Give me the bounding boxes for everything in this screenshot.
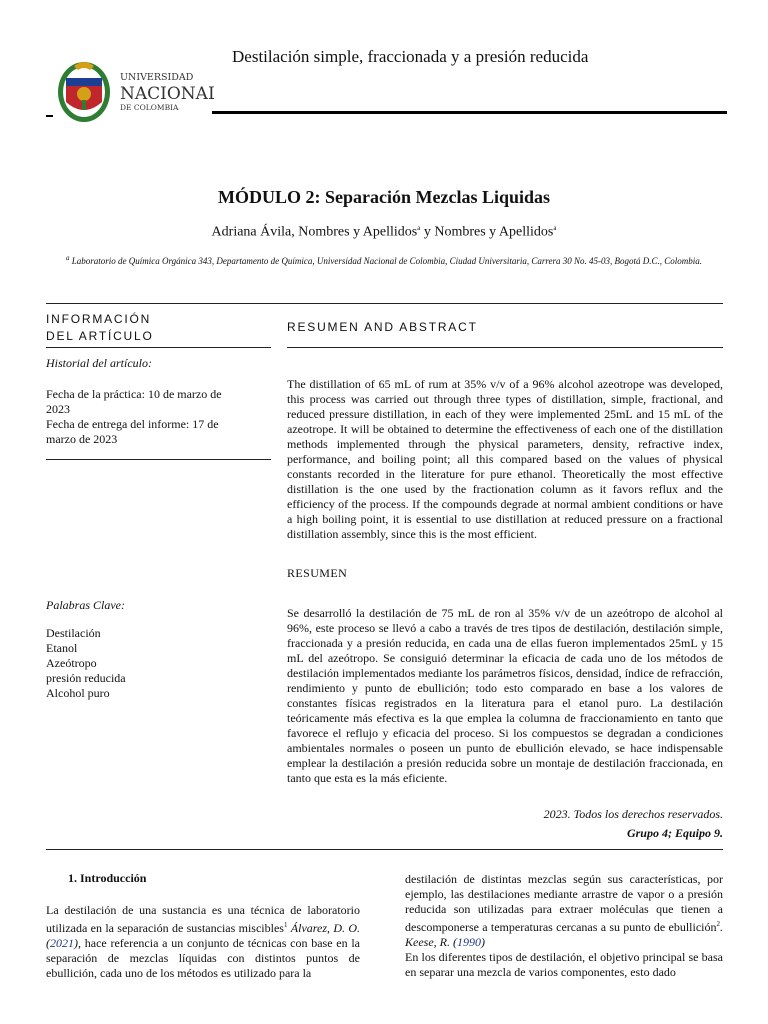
keyword-item: presión reducida: [46, 671, 126, 685]
abstract-rule: [287, 347, 723, 348]
keyword-item: Alcohol puro: [46, 686, 110, 700]
delivery-date: Fecha de entrega del informe: 17 de marzo de 2023: [46, 417, 219, 446]
svg-text:DE COLOMBIA: DE COLOMBIA: [120, 103, 179, 112]
abstract-heading: RESUMEN AND ABSTRACT: [287, 320, 478, 334]
practice-date: Fecha de la práctica: 10 de marzo de 2023: [46, 387, 222, 416]
rights-notice: 2023. Todos los derechos reservados.: [543, 807, 723, 821]
citation-link[interactable]: 1990: [456, 935, 481, 949]
top-rule: [46, 303, 723, 304]
running-header-title: Destilación simple, fraccionada y a presión reducida: [232, 47, 589, 66]
abstract-english: The distillation of 65 mL of rum at 35% v/v of a 96% alcohol azeotrope was developed, this process was carried out through three types of distillation, simple, fractional, and reduced pressure distillation, in each of they were implemented 25mL and 15 mL of the azeotrope. It will be obtained to determine the effectiveness of each one of the distillation methods implemented through the physical parameters, density, refractive index, performance, and boiling point; all this compared based on the values of physical constants recorded in the literature for pure ethanol. Theoretically the most effective distillation is the one used by the fractionation column as it favors reflux and the efficiency of the process. If the compounds degrade at normal ambient conditions or have a high boiling point, it is essential to use distillation at reduced pressure on a fractional distillation assembly, since this is the most efficient.: [287, 377, 723, 541]
keyword-item: Azeótropo: [46, 656, 97, 670]
group-label: Grupo 4; Equipo 9.: [626, 826, 723, 840]
abstract-spanish: Se desarrolló la destilación de 75 mL de ron al 35% v/v de un azeótropo de alcohol al 96%, este proceso se llevó a cabo a través de tres tipos de destilación, destilación simple, fraccionada y a presión reducida, en cada una de ellas fueron implementados 25mL y 15 mL del azeótropo. Se consiguió determinar la eficacia de cada uno de los métodos de destilación implementados mediante los parámetros físicos, densidad, índice de refracción, rendimiento y punto de ebullición; todo esto comparado en base a los valores de constantes físicas registrados en la literatura para el etanol puro. La destilación teóricamente más efectiva es la que emplea la columna de fraccionamiento en tanto que favorece el reflujo y eficacia del proceso. Si los compuestos se degradan a condiciones ambientales normales o poseen un punto de ebullición elevado, se hace indispensable emplear la destilación a presión reducida sobre un montaje de destilación fraccionada, en tanto que esta es la más eficiente.: [287, 606, 723, 785]
university-logo: [52, 56, 214, 126]
intro-heading: 1. Introducción: [68, 871, 147, 885]
bottom-rule: [46, 849, 723, 850]
crest-icon: [52, 56, 214, 126]
resumen-heading: RESUMEN: [287, 566, 348, 580]
authors: Adriana Ávila, Nombres y Apellidos$^a$ y Nombres y Apellidos$^a$: [211, 224, 557, 240]
article-info-heading: INFORMACIÓN DEL ARTÍCULO: [46, 312, 154, 343]
keywords-list: [46, 626, 126, 701]
header-rule: [212, 111, 727, 114]
keywords-label: Palabras Clave:: [46, 598, 125, 612]
info-rule: [46, 347, 271, 348]
svg-text:UNIVERSIDAD: UNIVERSIDAD: [120, 72, 194, 83]
affiliation: $^a$ Laboratorio de Química Orgánica 343, Departamento de Química, Universidad Nacional de Colombia, Ciudad Universitaria, Carrera 30 No. 45-03, Bogotá D.C., Colombia.: [65, 254, 703, 266]
intro-left-paragraph: La destilación de una sustancia es una técnica de laboratorio utilizada en la separación de sustancias miscibles$^1$ Álvarez, D. O. (2021), hace referencia a un conjunto de técnicas con base en la separación de mezclas líquidas con distintos puntos de ebullición, cada uno de los métodos es utilizado para la: [46, 903, 360, 980]
history-label: Historial del artículo:: [46, 356, 152, 370]
keyword-item: Destilación: [46, 626, 101, 640]
history-rule: [46, 459, 271, 460]
keyword-item: Etanol: [46, 641, 78, 655]
svg-text:NACIONAL: NACIONAL: [120, 84, 214, 104]
citation-link[interactable]: 2021: [50, 936, 74, 950]
header-rule-dash: [46, 115, 53, 117]
article-title: MÓDULO 2: Separación Mezclas Liquidas: [218, 187, 550, 207]
intro-right-paragraph: destilación de distintas mezclas según sus características, por ejemplo, las destilaciones mediante arrastre de vapor o a presión reducida son utilizadas para extraer moléculas que tienen a descomponerse a temperaturas cercanas a su punto de ebullición$^2$. Keese, R. (1990) En los diferentes tipos de destilación, el objetivo principal se basa en separar una mezcla de varios componentes, esto dado: [405, 872, 723, 979]
